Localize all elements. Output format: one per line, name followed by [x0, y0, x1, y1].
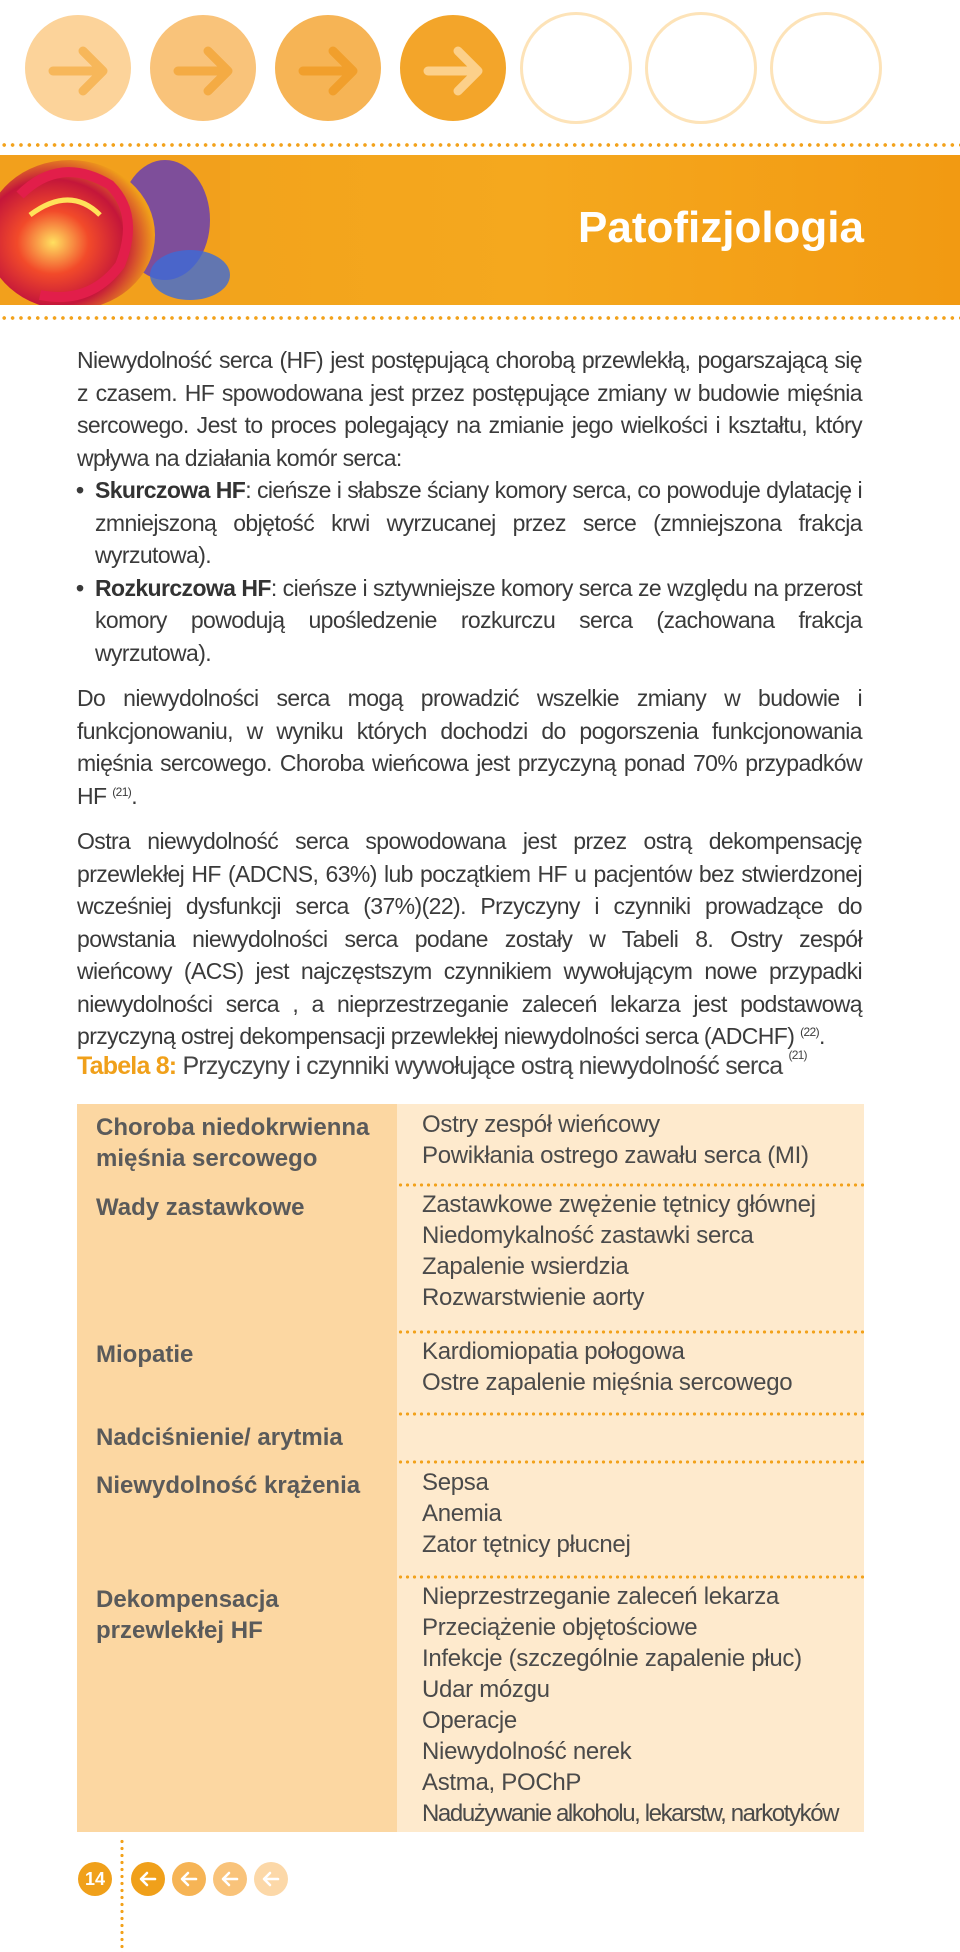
progress-step-6 — [645, 12, 757, 124]
table-cause-item: Anemia — [422, 1500, 502, 1527]
table-cause-item: Udar mózgu — [422, 1676, 550, 1703]
nav-back-button-3[interactable] — [213, 1862, 247, 1896]
paragraph-3-end: . — [819, 1023, 825, 1049]
table-row-divider — [397, 1412, 864, 1416]
table-cause-item: Sepsa — [422, 1469, 489, 1496]
table-category-line: Niewydolność krążenia — [96, 1472, 361, 1499]
intro-text: Niewydolność serca (HF) jest postępującą chorobą przewlekłą, pogarszającą się z czasem. HF spowodowana jest przez postępujące zmiany w budowie mięśnia sercowego. Jest to proces polegający na zmianie jego wielkości i kształtu, który wpływa na działania komór serca: — [77, 347, 862, 471]
table-category-line: Choroba niedokrwienna — [96, 1114, 370, 1141]
table-category-line: przewlekłej HF — [96, 1617, 263, 1644]
paragraph-2 — [77, 682, 862, 812]
heart-illustration — [0, 155, 230, 305]
reference: (22) — [800, 1025, 820, 1039]
table-category-line: Miopatie — [96, 1341, 194, 1368]
table-cause-item: Rozwarstwienie aorty — [422, 1284, 645, 1311]
reference: (21) — [112, 784, 132, 799]
table-cause-item: Nadużywanie alkoholu, lekarstw, narkotyków — [422, 1800, 839, 1827]
table-cause-item: Zastawkowe zwężenie tętnicy głównej — [422, 1191, 816, 1218]
table-caption-text: Przyczyny i czynniki wywołujące ostrą niewydolność serca — [176, 1052, 783, 1080]
table-cause-item: Niewydolność nerek — [422, 1738, 632, 1765]
table-causes-cell — [422, 1581, 862, 1829]
paragraph-2-end: . — [131, 782, 138, 809]
progress-step-5 — [520, 12, 632, 124]
bullet-text: : cieńsze i słabsze ściany komory serca, co powoduje dylatację i zmniejszoną objętość krwi wyrzucanej przez serce (zmniejszona frakcja wyrzutowa). — [95, 477, 862, 568]
header-band — [0, 155, 960, 305]
table-category-cell — [96, 1192, 396, 1223]
table-row-divider — [397, 1330, 864, 1334]
arrow-right-icon — [43, 33, 119, 109]
page-number: 14 — [78, 1862, 112, 1896]
table-cause-item: Astma, POChP — [422, 1769, 582, 1796]
table-cause-item: Kardiomiopatia połogowa — [422, 1338, 685, 1365]
table-cause-item: Ostre zapalenie mięśnia sercowego — [422, 1369, 793, 1396]
table-row-divider — [397, 1183, 864, 1187]
paragraph-2-text: Do niewydolności serca mogą prowadzić wszelkie zmiany w budowie i funkcjonowaniu, w wyniku których dochodzi do pogorszenia funkcjonowania mięśnia sercowego. Choroba wieńcowa jest przyczyną ponad 70% przypadków HF — [77, 685, 862, 809]
table-row-divider — [397, 1460, 864, 1464]
table-category-line: Dekompensacja — [96, 1586, 279, 1613]
progress-step-4 — [397, 12, 509, 124]
table-cause-item: Infekcje (szczególnie zapalenie płuc) — [422, 1645, 802, 1672]
arrow-right-icon — [168, 33, 244, 109]
arrow-left-icon — [179, 1869, 199, 1889]
progress-circles — [0, 0, 960, 125]
bullet-diastolic — [77, 572, 862, 670]
bullet-dot: • — [76, 574, 84, 601]
table-category-cell — [96, 1112, 396, 1174]
arrow-left-icon — [220, 1869, 240, 1889]
header-dotted-divider — [0, 315, 960, 321]
table-cause-item: Niedomykalność zastawki serca — [422, 1222, 754, 1249]
progress-step-2 — [147, 12, 259, 124]
paragraph-3 — [77, 825, 862, 1053]
nav-back-button-2[interactable] — [172, 1862, 206, 1896]
table-category-cell — [96, 1339, 396, 1370]
nav-back-button-4[interactable] — [254, 1862, 288, 1896]
progress-step-1 — [22, 12, 134, 124]
bullet-dot: • — [76, 477, 84, 503]
table-cause-item: Powikłania ostrego zawału serca (MI) — [422, 1142, 809, 1169]
table-caption-label: Tabela 8: — [77, 1052, 177, 1080]
progress-step-7 — [770, 12, 882, 124]
table-category-cell — [96, 1584, 396, 1646]
reference: (21) — [788, 1048, 807, 1062]
table-cause-item: Operacje — [422, 1707, 517, 1734]
table-cause-item: Zator tętnicy płucnej — [422, 1531, 631, 1558]
arrow-right-icon — [418, 33, 494, 109]
bullet-term: Rozkurczowa HF — [95, 574, 271, 601]
table-cause-item: Zapalenie wsierdzia — [422, 1253, 629, 1280]
arrow-left-icon — [138, 1869, 158, 1889]
table-causes-cell — [422, 1467, 862, 1560]
table-category-line: Wady zastawkowe — [96, 1194, 305, 1221]
bullet-term: Skurczowa HF — [95, 477, 246, 503]
table-cause-item: Nieprzestrzeganie zaleceń lekarza — [422, 1583, 779, 1610]
table-category-line: Nadciśnienie/ arytmia — [96, 1424, 343, 1451]
table-cause-item: Przeciążenie objętościowe — [422, 1614, 698, 1641]
nav-back-button-1[interactable] — [131, 1862, 165, 1896]
body-text — [77, 344, 862, 1066]
table-category-line: mięśnia sercowego — [96, 1145, 318, 1172]
page-title: Patofizjologia — [578, 203, 864, 252]
table-category-cell — [96, 1422, 396, 1453]
arrow-right-icon — [293, 33, 369, 109]
paragraph-3-text: Ostra niewydolność serca spowodowana jest przez ostrą dekompensację przewlekłej HF (ADCNS, 63%) lub początkiem HF u pacjentów bez stwierdzonej wcześniej dysfunkcji serca (37%)(22). Przyczyny i czynniki prowadzące do powstania niewydolności serca podane zostały w Tabeli 8. Ostry zespół wieńcowy (ACS) jest najczęstszym czynnikiem wywołującym nowe przypadki niewydolności serca , a nieprzestrzeganie zaleceń lekarza jest podstawową przyczyną ostrej dekompensacji przewlekłej niewydolności serca (ADCHF) — [77, 828, 862, 1049]
progress-step-3 — [272, 12, 384, 124]
footer-dotted-line — [120, 1838, 124, 1952]
top-dotted-divider — [0, 142, 960, 148]
table-cause-item: Ostry zespół wieńcowy — [422, 1111, 660, 1138]
table-caption — [77, 1048, 807, 1081]
bullet-text: : cieńsze i sztywniejsze komory serca ze względu na przerost komory powodują upośledzenie rozkurczu serca (zachowana frakcja wyrzutowa). — [95, 574, 863, 666]
bullet-systolic — [77, 474, 862, 572]
arrow-left-icon — [261, 1869, 281, 1889]
table-causes-cell — [422, 1189, 862, 1313]
table-row-divider — [397, 1575, 864, 1579]
table-category-cell — [96, 1470, 396, 1501]
intro-paragraph — [77, 344, 862, 474]
table-causes-cell — [422, 1109, 862, 1171]
table-causes-cell — [422, 1336, 862, 1398]
